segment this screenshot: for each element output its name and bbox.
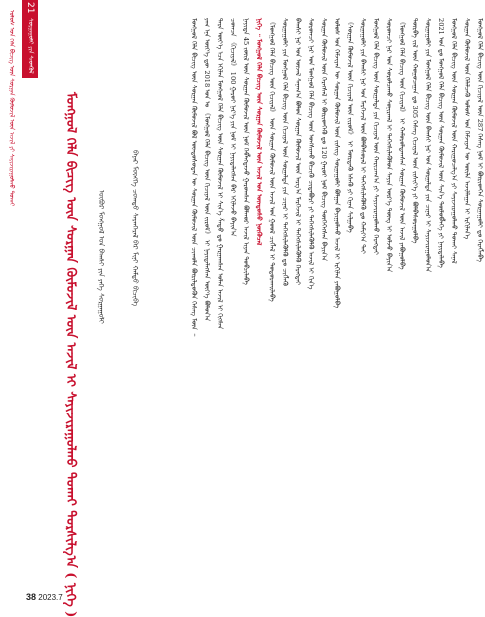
body-line: ᠲᠡᠷᠡ ᠦᠶ᠎ᠡ ᠡᠴᠡ ᠡᠬᠢᠯᠡᠨ ᠮᠣᠩᠭᠣᠯ ᠬᠡᠯᠡ ᠪᠢᠴᠢᠭ ᠦᠨ ᠰᠤᠷᠭᠠᠨ ᠬᠦᠮᠦᠵᠢᠯ ᠢ ᠰᠢᠨ᠎ᠡ ᠱᠠᠲᠤ ᠳᠤ ᠭᠠᠷᠭᠠᠭᠰᠠᠨ ᠣᠯᠠᠨ ᠠᠵᠢᠯ ᠢ ᠬᠢᠭᠰᠡᠨ: [216, 18, 224, 330]
page-footer: [26, 592, 63, 602]
running-head: ᠤᠯᠤᠰ ᠤᠨ ᠬᠡᠯᠡ ᠪᠢᠴᠢᠭ ᠦᠨ ᠰᠤᠷᠭᠠᠨ ᠬᠦᠮᠦᠵᠢᠯ ᠦᠨ ᠠᠵᠢᠯ ᠶᠢ ᠰᠠᠶᠢᠵᠢᠷᠠᠭᠤᠯᠬᠤ ᠲᠤᠬᠠᠢ: [8, 10, 15, 207]
body-line: ᠶᠠᠭ ᠡᠨᠡ ᠦᠶ᠎ᠡ ᠳᠦ 2018 ᠣᠨ ᠤ 《ᠮᠣᠩᠭᠣᠯ ᠬᠡᠯᠡ ᠪᠢᠴᠢᠭ ᠦᠨ ᠬᠢᠴᠢᠶᠡᠯ ᠦᠨ ᠵᠢᠷᠤᠮ》 ᠢ ᠨᠡᠶᠢᠲᠡᠯᠡᠭᠰᠡᠨ ᠦᠶ᠎ᠡ ᠪᠤᠯᠤᠨ᠎ᠠ: [203, 18, 211, 322]
body-line: ᠨᠡᠶᠢᠲᠡ 45 ᠵᠦᠢᠯ ᠦᠨ ᠰᠤᠷᠭᠠᠨ ᠬᠦᠮᠦᠵᠢᠯ ᠦᠨ ᠨᠣᠮ ᠬᠡᠪᠯᠡᠭᠳᠡᠵᠦ ᠭᠠᠷᠤᠭᠰᠠᠨ ᠪᠣᠯᠬᠣᠷ ᠠᠵᠢᠯ ᠢᠶᠠᠨ ᠲᠣᠪᠴᠢᠯᠠᠪᠠ: [242, 18, 250, 285]
body-line: 《ᠰᠤᠷᠭᠠᠨ ᠬᠦᠮᠦᠵᠢᠯ ᠦᠨ ᠬᠢᠴᠢᠶᠡᠯ ᠦᠨ ᠵᠢᠷᠤᠮ》 ᠢ ᠮᠥᠷᠳᠡᠬᠦ ᠡᠰᠡᠬᠦ ᠶᠢ ᠬᠢᠨᠠᠨ ᠰᠢᠯᠭᠠᠪᠠ: [346, 18, 354, 233]
body-line: ᠰᠤᠷᠭᠠᠨ ᠬᠦᠮᠦᠵᠢᠯ ᠦᠨ ᠬᠡᠷᠡᠭᠰᠡᠯ ᠢ ᠪᠦᠷᠢᠳᠬᠡᠬᠦ ᠳᠤ 120 ᠭᠠᠷᠤᠢ ᠨᠣᠮ ᠪᠢᠴᠢᠭ ᠲᠦᠭᠡᠭᠡᠭᠰᠡᠨ ᠪᠠᠶᠢᠨ᠎ᠠ: [320, 18, 328, 262]
body-line: ᠰᠤᠷᠭᠠᠭᠤᠯᠢ ᠶᠢᠨ ᠮᠣᠩᠭᠣᠯ ᠬᠡᠯᠡ ᠪᠢᠴᠢᠭ ᠦᠨ ᠪᠠᠭᠰᠢ ᠨᠠᠷ ᠤᠨ ᠰᠤᠷᠭᠠᠯᠲᠠ ᠶᠢᠨ ᠴᠢᠨᠠᠷ ᠢ ᠰᠠᠶᠢᠵᠢᠷᠠᠭᠤᠯᠤᠨ᠎ᠠ: [424, 18, 432, 273]
body-line: ᠰᠤᠷᠭᠠᠭᠤᠯᠢ ᠶᠢᠨ ᠪᠠᠭᠰᠢ ᠨᠠᠷ ᠤᠨ ᠮᠡᠷᠭᠡᠵᠢᠯ ᠦᠨ ᠪᠣᠯᠪᠠᠰᠤᠷᠠᠯ ᠢ ᠳᠡᠭᠡᠭᠰᠢᠯᠡᠭᠦᠯᠬᠦ ᠳᠤ ᠬᠠᠮᠢᠶ᠎ᠠ ᠲᠠᠢ: [359, 18, 367, 254]
body-line: ᠴᠣᠭᠴᠠ 《ᠬᠢᠴᠢᠶᠡᠯ》 100 ᠭᠠᠷᠤᠢ ᠨᠡᠷ᠎ᠡ ᠶᠢᠨ ᠨᠣᠮ ᠢ ᠨᠡᠶᠢᠲᠡᠯᠡᠭᠰᠡᠨ ᠪᠡᠷ ᠡᠬᠢᠯᠡᠵᠦ ᠪᠠᠶᠢᠨ᠎ᠠ: [229, 18, 237, 237]
body-line: ᠰᠤᠷᠤᠭᠴᠢ ᠨᠠᠷ ᠤᠨ ᠰᠤᠷᠤᠯᠴᠠᠬᠤ ᠰᠣᠨᠢᠷᠬᠠᠯ ᠢ ᠳᠡᠭᠡᠭᠰᠢᠯᠡᠭᠦᠯᠦᠨ ᠰᠠᠶᠢᠨ ᠦᠷ᠎ᠡ ᠳᠦᠩ ᠢ ᠣᠯᠵᠤ ᠪᠠᠶᠢᠨ᠎ᠠ: [385, 18, 393, 273]
body-line: ᠮᠣᠩᠭᠣᠯ ᠬᠡᠯᠡ ᠪᠢᠴᠢᠭ ᠦᠨ ᠬᠢᠴᠢᠶᠡᠯ ᠦᠨ 287 ᠬᠡᠰᠡᠭ ᠨᠣᠮ ᠢ ᠪᠦᠷᠢᠳᠬᠡᠨ ᠰᠤᠷᠭᠠᠭᠤᠯᠢ ᠳᠤ ᠬᠡᠷᠡᠭᠯᠡᠪᠡ: [476, 18, 484, 262]
body-line: ᠮᠣᠩᠭᠣᠯ ᠬᠡᠯᠡ ᠪᠢᠴᠢᠭ ᠦᠨ ᠰᠤᠷᠭᠠᠨ ᠬᠦᠮᠦᠵᠢᠯ ᠦᠨ ᠬᠠᠷᠢᠭᠤᠴᠠᠯᠭ᠎ᠠ ᠶᠢ ᠰᠠᠶᠢᠵᠢᠷᠠᠭᠤᠯᠬᠤ ᠲᠤᠬᠠᠢ ᠰᠠᠨᠠᠯ: [450, 18, 458, 264]
issue-date: 2023.7: [38, 593, 63, 602]
article-affiliation: ᠦᠪᠦᠷ ᠮᠣᠩᠭᠣᠯ ᠤᠨ ᠪᠠᠭᠰᠢ ᠶᠢᠨ ᠶᠡᠬᠡ ᠰᠤᠷᠭᠠᠭᠤᠯᠢ: [97, 190, 105, 324]
section-heading: ᠨᠢᠭᠡ ᠃ ᠮᠣᠩᠭᠣᠯ ᠬᠡᠯᠡ ᠪᠢᠴᠢᠭ ᠦᠨ ᠰᠤᠷᠭᠠᠨ ᠬᠦᠮᠦᠵᠢᠯ ᠦᠨ ᠠᠵᠢᠯ ᠤᠨ ᠦᠨᠳᠦᠰᠦ ᠨᠥᠬᠦᠴᠡᠯ: [255, 18, 263, 246]
body-line: ᠰᠤᠷᠭᠠᠨ ᠬᠦᠮᠦᠵᠢᠯ ᠦᠨ ᠬᠡᠯᠡᠯᠴᠡᠬᠦ ᠤᠯᠤᠰ ᠤᠨ ᠬᠡᠮᠵᠢᠶᠡᠨ ᠦ ᠦᠢᠯᠡ ᠠᠵᠢᠯᠯᠠᠭᠠᠨ ᠢ ᠡᠷᠬᠢᠯᠡᠨ᠎ᠡ: [463, 18, 471, 240]
body-line: ᠰᠤᠷᠤᠭᠴᠢ ᠨᠠᠷ ᠤᠨ ᠮᠣᠩᠭᠣᠯ ᠬᠡᠯᠡ ᠪᠢᠴᠢᠭ ᠦᠨ ᠤᠩᠰᠢᠬᠤ ᠪᠢᠴᠢᠬᠦ ᠴᠢᠳᠠᠪᠤᠷᠢ ᠶᠢ ᠳᠡᠭᠡᠭᠰᠢᠯᠡᠭᠦᠯᠬᠦ ᠠᠵᠢᠯ ᠢ ᠬᠢᠨ᠎ᠡ: [307, 18, 315, 290]
body-line: ᠮᠣᠩᠭᠣᠯ ᠬᠡᠯᠡ ᠪᠢᠴᠢᠭ ᠦᠨ ᠰᠤᠷᠭᠠᠨ ᠬᠦᠮᠦᠵᠢᠯ ᠪᠣᠯ ᠦᠨᠳᠦᠰᠦᠲᠡᠨ ᠦ ᠰᠤᠷᠭᠠᠨ ᠬᠦᠮᠦᠵᠢᠯ ᠦᠨ ᠴᠢᠬᠤᠯᠠ ᠪᠦᠷᠢᠯᠳᠦᠬᠦᠨ ᠬᠡᠰᠡᠭ ᠮᠥᠨ ᠃: [190, 18, 198, 337]
section-label: ᠰᠤᠷᠭᠠᠭᠤᠯᠢ ᠶᠢᠨ ᠰᠡᠳᠬᠦᠯ: [27, 18, 34, 74]
body-line: ᠰᠤᠷᠭᠠᠭᠤᠯᠢ ᠶᠢᠨ ᠮᠣᠩᠭᠣᠯ ᠬᠡᠯᠡ ᠪᠢᠴᠢᠭ ᠦᠨ ᠬᠢᠴᠢᠶᠡᠯ ᠦᠨ ᠰᠤᠷᠭᠠᠯᠲᠠ ᠶᠢᠨ ᠴᠢᠨᠠᠷ ᠢ ᠳᠡᠭᠡᠭᠰᠢᠯᠡᠭᠦᠯᠬᠦ ᠳᠤ ᠴᠢᠭᠯᠡᠬᠦ: [281, 18, 289, 286]
body-line: ᠤᠯᠤᠰ ᠤᠨ ᠬᠡᠮᠵᠢᠶᠡᠨ ᠦ ᠰᠤᠷᠭᠠᠨ ᠬᠦᠮᠦᠵᠢᠯ ᠦᠨ ᠵᠢᠱᠢᠭ ᠰᠤᠷᠭᠠᠭᠤᠯᠢ ᠪᠣᠯᠭᠠᠨ ᠪᠠᠶᠢᠭᠤᠯᠬᠤ ᠠᠵᠢᠯ ᠢ ᠡᠷᠬᠢᠯᠡᠨ ᠶᠠᠪᠤᠭᠤᠯᠪᠠ: [333, 18, 341, 309]
body-line: 《ᠮᠣᠩᠭᠣᠯ ᠬᠡᠯᠡ ᠪᠢᠴᠢᠭ ᠦᠨ ᠬᠢᠴᠢᠶᠡᠯ》 ᠢ ᠬᠠᠮᠤᠷᠤᠯᠳᠠᠭᠰᠠᠨ ᠰᠤᠷᠭᠠᠨ ᠬᠦᠮᠦᠵᠢᠯ ᠦᠨ ᠠᠵᠢᠯ ᠶᠠᠪᠤᠭᠤᠯᠪᠠ: [398, 18, 406, 270]
section-number: 21: [25, 2, 35, 14]
body-line: 2021 ᠣᠨ ᠳᠤ ᠮᠣᠩᠭᠣᠯ ᠬᠡᠯᠡ ᠪᠢᠴᠢᠭ ᠦᠨ ᠰᠤᠷᠭᠠᠨ ᠬᠦᠮᠦᠵᠢᠯ ᠦᠨ ᠰᠢᠨ᠎ᠡ ᠲᠥᠯᠥᠪᠯᠡᠭᠡ ᠶᠢ ᠨᠡᠶᠢᠲᠡᠯᠡᠪᠡ: [437, 18, 445, 268]
body-line: ᠮᠣᠩᠭᠣᠯ ᠬᠡᠯᠡ ᠪᠢᠴᠢᠭ ᠦᠨ ᠰᠤᠷᠭᠠᠯᠲᠠ ᠶᠢᠨ ᠬᠢᠴᠢᠶᠡᠯ ᠦᠨ ᠬᠠᠷᠢᠴᠠᠭ᠎ᠠ ᠶᠢ ᠰᠠᠶᠢᠵᠢᠷᠠᠭᠤᠯᠬᠤ ᠬᠡᠷᠡᠭᠲᠡᠶ: [372, 18, 380, 255]
body-line: ᠳᠦᠷᠪᠡ ᠵᠢᠯ ᠦᠨ ᠬᠤᠭᠤᠴᠠᠭᠠᠨ ᠳᠤ 305 ᠬᠡᠰᠡᠭ ᠬᠢᠴᠢᠶᠡᠯ ᠦᠨ ᠵᠢᠱᠢᠶ᠎ᠡ ᠶᠢ ᠪᠣᠯᠪᠠᠰᠤᠷᠠᠭᠤᠯᠪᠠ: [411, 18, 419, 244]
page-number: 38: [26, 592, 37, 602]
body-line: ᠪᠠᠭᠰᠢ ᠨᠠᠷ ᠤᠨ ᠦᠵᠡᠯ ᠰᠠᠨᠠᠭ᠎ᠠ ᠪᠣᠯᠤᠨ ᠰᠤᠷᠭᠠᠨ ᠬᠦᠮᠦᠵᠢᠯ ᠦᠨ ᠠᠷᠭ᠎ᠠ ᠮᠡᠷᠭᠡᠵᠢᠯ ᠢ ᠳᠡᠭᠡᠭᠰᠢᠯᠡᠭᠦᠯᠬᠦ ᠬᠡᠷᠡᠭᠲᠡᠶ: [294, 18, 302, 285]
article-byline: ᠪᠠᠶᠠᠷ ᠮᠦᠩᠭᠡ ᠴᠣᠭᠲᠤ ᠰᠠᠷᠠᠨᠭᠡᠷᠡᠯ ᠪᠡᠷ ᠮᠢᠨᠢ ᠬᠠᠮᠲᠤ ᠪᠢᠴᠢᠪᠡ: [131, 150, 139, 307]
article-title: ᠮᠣᠩᠭᠣᠯ ᠬᠡᠯᠡ ᠪᠢᠴᠢᠭ ᠦᠨ ᠰᠤᠷᠭᠠᠨ ᠬᠦᠮᠦᠵᠢᠯ ᠦᠨ ᠠᠵᠢᠯ ᠢ ᠰᠠᠶᠢᠵᠢᠷᠠᠭᠤᠯᠬᠤ ᠲᠤᠬᠠᠢ ᠲᠤᠷᠰᠢᠯᠭ᠎ᠠ ( ᠨᠢᠭᠡ ): [63, 92, 78, 617]
body-line: 《ᠮᠣᠩᠭᠣᠯ ᠬᠡᠯᠡ ᠪᠢᠴᠢᠭ ᠦᠨ ᠬᠢᠴᠢᠶᠡᠯ》 ᠦᠨ ᠰᠤᠷᠭᠠᠨ ᠬᠦᠮᠦᠵᠢᠯ ᠦᠨ ᠠᠵᠢᠯ ᠤᠨ ᠭᠣᠣᠯ ᠴᠢᠭᠯᠡᠯ ᠢ ᠲᠣᠳᠣᠷᠬᠠᠢᠯᠠᠪᠠ: [268, 18, 276, 302]
section-tab: [22, 0, 38, 78]
